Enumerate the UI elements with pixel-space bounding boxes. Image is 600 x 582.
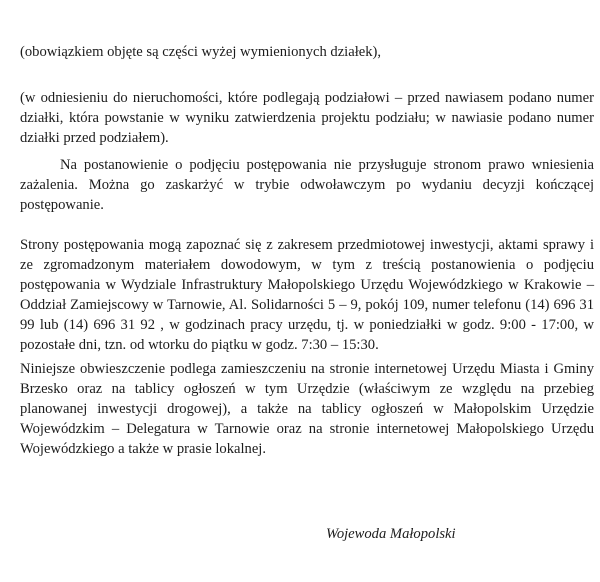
paragraph-case-access-info: Strony postępowania mogą zapoznać się z zakresem przedmiotowej inwestycji, aktami sprawy i ze zgromadzonym materiałem dowodowym, w tym z treścią postanowienia o podjęciu postępowania w Wydziale Infrastruktury Małopolskiego Urzędu Wojewódzkiego w Krakowie – Oddział Zamiejscowy w Tarnowie, Al. Solidarności 5 – 9, pokój 109, numer telefonu (14) 696 31 99 lub (14) 696 31 92 , w godzinach pracy urzędu, tj. w poniedziałki w godz. 9:00 - 17:00, w pozostałe dni, tzn. od wtorku do piątku w godz. 7:30 – 15:30. [20, 237, 594, 353]
paragraph-publication-info: Niniejsze obwieszczenie podlega zamieszczeniu na stronie internetowej Urzędu Miasta i Gminy Brzesko oraz na tablicy ogłoszeń w tym Urzędzie (właściwym ze względu na przebieg planowanej inwestycji drogowej), a także na tablicy ogłoszeń w Małopolskim Urzędzie Wojewódzkim – Delegatura w Tarnowie oraz na stronie internetowej Małopolskiego Urzędu Wojewódzkiego a także w prasie lokalnej. [20, 361, 594, 457]
signature: Wojewoda Małopolski [326, 526, 456, 542]
paragraph-parcel-numbering-note: (w odniesieniu do nieruchomości, które podlegają podziałowi – przed nawiasem podano numer działki, która powstanie w wyniku zatwierdzenia projektu podziału; w nawiasie podano numer działki przed podziałem). [20, 90, 594, 146]
paragraph-appeal-info: Na postanowienie o podjęciu postępowania nie przysługuje stronom prawo wniesienia zażalenia. Można go zaskarżyć w trybie odwoławczym po wydaniu decyzji kończącej postępowanie. [20, 157, 594, 213]
paragraph-obligation-note: (obowiązkiem objęte są części wyżej wymienionych działek), [20, 44, 382, 60]
